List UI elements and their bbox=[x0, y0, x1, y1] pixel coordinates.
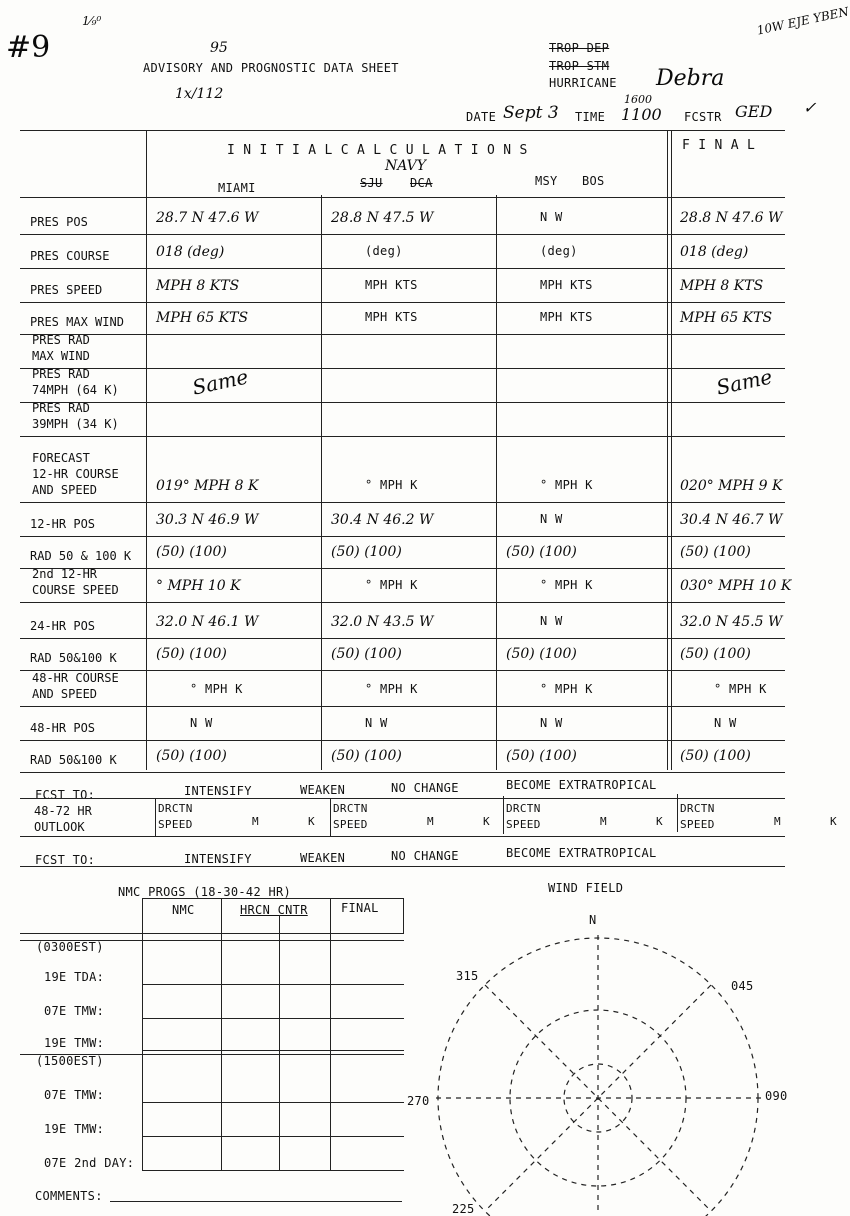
nmc-row-label: (0300EST) bbox=[36, 940, 104, 954]
wind-axis-diag-2 bbox=[485, 985, 711, 1211]
grid-cell: MPH KTS bbox=[540, 278, 593, 292]
nmc-row-rule bbox=[142, 1018, 404, 1019]
grid-row-rule bbox=[20, 772, 785, 773]
fcst-option-no-change-2: NO CHANGE bbox=[391, 849, 459, 863]
grid-cell: 30.4 N 46.7 W bbox=[680, 512, 783, 528]
grid-row-label: RAD 50 & 100 K bbox=[30, 549, 132, 563]
outlook-speed: SPEED bbox=[680, 818, 715, 831]
grid-row-label: PRES POS bbox=[30, 215, 88, 229]
grid-cell: ° MPH K bbox=[365, 578, 418, 592]
grid-row-label: 2nd 12-HR COURSE SPEED bbox=[32, 567, 119, 597]
grid-cell: ° MPH K bbox=[365, 478, 418, 492]
grid-cell: Same bbox=[190, 364, 251, 400]
grid-cell: 28.7 N 47.6 W bbox=[156, 210, 259, 226]
grid-row-label: PRES MAX WIND bbox=[30, 315, 124, 329]
grid-row-label: PRES SPEED bbox=[30, 283, 103, 297]
grid-row-rule bbox=[20, 368, 785, 369]
grid-row-label: RAD 50&100 K bbox=[30, 753, 117, 767]
grid-cell: N W bbox=[540, 716, 563, 730]
wind-field-title: WIND FIELD bbox=[548, 881, 624, 895]
grid-row-rule bbox=[20, 302, 785, 303]
outlook-speed: SPEED bbox=[333, 818, 368, 831]
wind-label-045: 045 bbox=[731, 979, 754, 993]
title-annotation-bottom: 1x/112 bbox=[175, 86, 224, 102]
grid-cell: MPH 65 KTS bbox=[680, 310, 773, 326]
grid-row-label: RAD 50&100 K bbox=[30, 651, 117, 665]
grid-cell: (50) (100) bbox=[506, 646, 577, 662]
grid-cell: MPH KTS bbox=[365, 310, 418, 324]
grid-cell: ° MPH K bbox=[540, 578, 593, 592]
grid-cell: 018 (deg) bbox=[156, 244, 225, 260]
center-miami: MIAMI bbox=[218, 181, 256, 195]
fcst-option-weaken-2: WEAKEN bbox=[300, 851, 346, 865]
grid-row-rule bbox=[20, 670, 785, 671]
grid-cell: 28.8 N 47.6 W bbox=[680, 210, 783, 226]
nmc-row-label: 07E TMW: bbox=[44, 1004, 105, 1018]
outlook-col-4 bbox=[677, 794, 678, 832]
grid-cell: (50) (100) bbox=[680, 748, 751, 764]
grid-col-divider-2 bbox=[321, 195, 322, 770]
nmc-col-final: FINAL bbox=[341, 901, 379, 915]
nmc-row-label: 07E TMW: bbox=[44, 1088, 105, 1102]
outlook-label: 48-72 HR OUTLOOK bbox=[34, 804, 92, 834]
wind-label-225: 225 bbox=[452, 1202, 475, 1216]
center-msy: MSY bbox=[535, 174, 558, 188]
grid-row-rule bbox=[20, 197, 785, 198]
grid-row-rule bbox=[20, 536, 785, 537]
outlook-m: M bbox=[427, 815, 434, 828]
storm-name: Debra bbox=[656, 66, 725, 91]
fcst-to-label-2: FCST TO: bbox=[35, 853, 96, 867]
outlook-speed: SPEED bbox=[158, 818, 193, 831]
outlook-speed: SPEED bbox=[506, 818, 541, 831]
outlook-k: K bbox=[483, 815, 490, 828]
fcst-to-label: FCST TO: bbox=[35, 788, 96, 802]
nmc-row-label: 19E TMW: bbox=[44, 1122, 105, 1136]
storm-type-trop-dep: TROP DEP bbox=[549, 41, 610, 55]
grid-cell: N W bbox=[540, 512, 563, 526]
grid-cell: N W bbox=[540, 210, 563, 224]
grid-cell: (50) (100) bbox=[156, 748, 227, 764]
nmc-col-line-1 bbox=[142, 898, 143, 1170]
fcst-option-intensify: INTENSIFY bbox=[184, 784, 252, 798]
outlook-k: K bbox=[830, 815, 837, 828]
outlook-top-rule bbox=[20, 798, 785, 799]
grid-row-label: 48-HR COURSE AND SPEED bbox=[32, 671, 119, 701]
corner-number: #9 bbox=[6, 30, 51, 65]
grid-row-rule bbox=[20, 502, 785, 503]
check-mark-icon: ✓ bbox=[803, 98, 817, 117]
grid-cell: 030° MPH 10 K bbox=[680, 578, 792, 594]
grid-cell: 28.8 N 47.5 W bbox=[331, 210, 434, 226]
fcst-option-extratropical: BECOME EXTRATROPICAL bbox=[506, 778, 657, 792]
grid-row-label: 24-HR POS bbox=[30, 619, 96, 633]
outlook-drctn: DRCTN bbox=[158, 802, 193, 815]
grid-cell: (50) (100) bbox=[156, 646, 227, 662]
nmc-col-line-5 bbox=[403, 898, 404, 934]
outlook-col-1 bbox=[155, 798, 156, 836]
grid-cell: 019° MPH 8 K bbox=[156, 478, 259, 494]
grid-cell: 30.4 N 46.2 W bbox=[331, 512, 434, 528]
grid-cell: 020° MPH 9 K bbox=[680, 478, 783, 494]
grid-cell: (50) (100) bbox=[506, 544, 577, 560]
grid-cell: (50) (100) bbox=[680, 646, 751, 662]
outlook-m: M bbox=[252, 815, 259, 828]
fcst-option-weaken: WEAKEN bbox=[300, 783, 346, 797]
grid-row-label: 48-HR POS bbox=[30, 721, 96, 735]
nmc-top-rule bbox=[142, 898, 404, 899]
nmc-row-rule bbox=[142, 1102, 404, 1103]
grid-cell: MPH 65 KTS bbox=[156, 310, 249, 326]
nmc-row-label: 19E TDA: bbox=[44, 970, 105, 984]
grid-cell: MPH 8 KTS bbox=[680, 278, 764, 294]
grid-cell: N W bbox=[365, 716, 388, 730]
grid-row-rule bbox=[20, 334, 785, 335]
outlook-drctn: DRCTN bbox=[680, 802, 715, 815]
grid-cell: (50) (100) bbox=[156, 544, 227, 560]
grid-cell: (50) (100) bbox=[506, 748, 577, 764]
nmc-header-rule bbox=[20, 933, 404, 934]
grid-final-divider-b bbox=[671, 130, 672, 770]
wind-label-090: 090 bbox=[765, 1089, 788, 1103]
grid-cell: ° MPH K bbox=[714, 682, 767, 696]
grid-cell: MPH KTS bbox=[365, 278, 418, 292]
grid-cell: N W bbox=[540, 614, 563, 628]
fcst-rule-2 bbox=[20, 866, 785, 867]
fcstr-label: FCSTR bbox=[684, 110, 722, 124]
grid-col-divider-3 bbox=[496, 195, 497, 770]
nmc-row-label: 07E 2nd DAY: bbox=[44, 1156, 135, 1170]
fcst-option-no-change: NO CHANGE bbox=[391, 781, 459, 795]
nmc-row-rule bbox=[142, 984, 404, 985]
date-label: DATE bbox=[466, 110, 497, 124]
outlook-m: M bbox=[774, 815, 781, 828]
grid-cell: ° MPH K bbox=[190, 682, 243, 696]
nmc-col-line-4 bbox=[330, 898, 331, 1170]
grid-cell: 30.3 N 46.9 W bbox=[156, 512, 259, 528]
final-header: F I N A L bbox=[682, 138, 756, 153]
outlook-k: K bbox=[656, 815, 663, 828]
grid-cell: ° MPH K bbox=[540, 478, 593, 492]
wind-label-315: 315 bbox=[456, 969, 479, 983]
center-dca: DCA bbox=[410, 176, 433, 190]
grid-row-label: PRES RAD 39MPH (34 K) bbox=[32, 401, 119, 431]
time-annotation: 1600 bbox=[624, 93, 652, 106]
outlook-k: K bbox=[308, 815, 315, 828]
nmc-col-line-2 bbox=[221, 898, 222, 1170]
grid-row-label: 12-HR POS bbox=[30, 517, 96, 531]
grid-cell: N W bbox=[714, 716, 737, 730]
grid-row-rule bbox=[20, 706, 785, 707]
grid-cell: ° MPH K bbox=[365, 682, 418, 696]
grid-cell: 018 (deg) bbox=[680, 244, 749, 260]
fcstr-value: GED bbox=[735, 102, 773, 121]
grid-row-rule bbox=[20, 568, 785, 569]
comments-label: COMMENTS: bbox=[35, 1189, 103, 1203]
grid-row-label: PRES RAD 74MPH (64 K) bbox=[32, 367, 119, 397]
nmc-col-line-3 bbox=[279, 915, 280, 1170]
grid-row-rule bbox=[20, 402, 785, 403]
grid-row-rule bbox=[20, 740, 785, 741]
outlook-m: M bbox=[600, 815, 607, 828]
grid-cell: (deg) bbox=[365, 244, 403, 258]
grid-cell: MPH 8 KTS bbox=[156, 278, 240, 294]
nmc-row-rule bbox=[142, 1050, 404, 1051]
time-label: TIME bbox=[575, 110, 606, 124]
outlook-col-3 bbox=[503, 796, 504, 834]
grid-row-label: FORECAST 12-HR COURSE AND SPEED bbox=[32, 451, 119, 497]
nmc-row-rule bbox=[142, 1136, 404, 1137]
grid-row-label: PRES RAD MAX WIND bbox=[32, 333, 90, 363]
grid-cell: Same bbox=[714, 364, 775, 400]
grid-cell: 32.0 N 43.5 W bbox=[331, 614, 434, 630]
nmc-col-nmc: NMC bbox=[172, 903, 195, 917]
grid-row-rule bbox=[20, 268, 785, 269]
time-value: 1100 bbox=[621, 105, 662, 124]
initial-calculations-header: I N I T I A L C A L C U L A T I O N S bbox=[227, 143, 528, 158]
outlook-drctn: DRCTN bbox=[506, 802, 541, 815]
storm-type-trop-stm: TROP STM bbox=[549, 59, 610, 73]
fcst-option-extratropical-2: BECOME EXTRATROPICAL bbox=[506, 846, 657, 860]
grid-row-rule bbox=[20, 602, 785, 603]
wind-label-270: 270 bbox=[407, 1094, 430, 1108]
storm-type-hurricane: HURRICANE bbox=[549, 76, 617, 90]
nmc-row-rule bbox=[142, 1170, 404, 1171]
center-bos: BOS bbox=[582, 174, 605, 188]
grid-col-divider-1 bbox=[146, 130, 147, 770]
nmc-title: NMC PROGS (18-30-42 HR) bbox=[118, 885, 292, 899]
top-right-note: 10W EJE YBEN bbox=[755, 4, 850, 38]
comments-rule bbox=[110, 1201, 402, 1202]
grid-final-divider-a bbox=[667, 130, 668, 770]
grid-row-label: PRES COURSE bbox=[30, 249, 110, 263]
outlook-drctn: DRCTN bbox=[333, 802, 368, 815]
grid-cell: (50) (100) bbox=[331, 544, 402, 560]
outlook-bottom-rule bbox=[20, 836, 785, 837]
grid-cell: N W bbox=[190, 716, 213, 730]
sheet-title: ADVISORY AND PROGNOSTIC DATA SHEET bbox=[143, 61, 399, 75]
grid-cell: 32.0 N 46.1 W bbox=[156, 614, 259, 630]
nmc-row-label: (1500EST) bbox=[36, 1054, 104, 1068]
center-sju: SJU bbox=[360, 176, 383, 190]
wind-axis-diag-1 bbox=[485, 985, 711, 1211]
grid-cell: (50) (100) bbox=[331, 646, 402, 662]
date-value: Sept 3 bbox=[503, 103, 559, 123]
grid-row-rule bbox=[20, 234, 785, 235]
grid-cell: (deg) bbox=[540, 244, 578, 258]
title-annotation-top: 95 bbox=[210, 40, 228, 56]
corner-fraction: 1⁄₉⁰ bbox=[82, 14, 102, 28]
wind-ring-inner bbox=[564, 1064, 632, 1132]
wind-ring-middle bbox=[510, 1010, 686, 1186]
grid-cell: (50) (100) bbox=[331, 748, 402, 764]
nmc-row-rule bbox=[20, 940, 404, 941]
grid-cell: MPH KTS bbox=[540, 310, 593, 324]
grid-cell: 32.0 N 45.5 W bbox=[680, 614, 783, 630]
fcst-option-intensify-2: INTENSIFY bbox=[184, 852, 252, 866]
grid-row-rule bbox=[20, 638, 785, 639]
grid-cell: ° MPH 10 K bbox=[156, 578, 241, 594]
wind-ring-outer bbox=[438, 938, 758, 1216]
grid-cell: (50) (100) bbox=[680, 544, 751, 560]
grid-cell: ° MPH K bbox=[540, 682, 593, 696]
navy-note: NAVY bbox=[385, 158, 427, 174]
nmc-col-hrcn: HRCN CNTR bbox=[240, 903, 308, 917]
wind-label-n: N bbox=[589, 913, 597, 927]
nmc-row-rule bbox=[20, 1054, 404, 1055]
nmc-row-label: 19E TMW: bbox=[44, 1036, 105, 1050]
outlook-col-2 bbox=[330, 798, 331, 836]
grid-row-rule bbox=[20, 436, 785, 437]
